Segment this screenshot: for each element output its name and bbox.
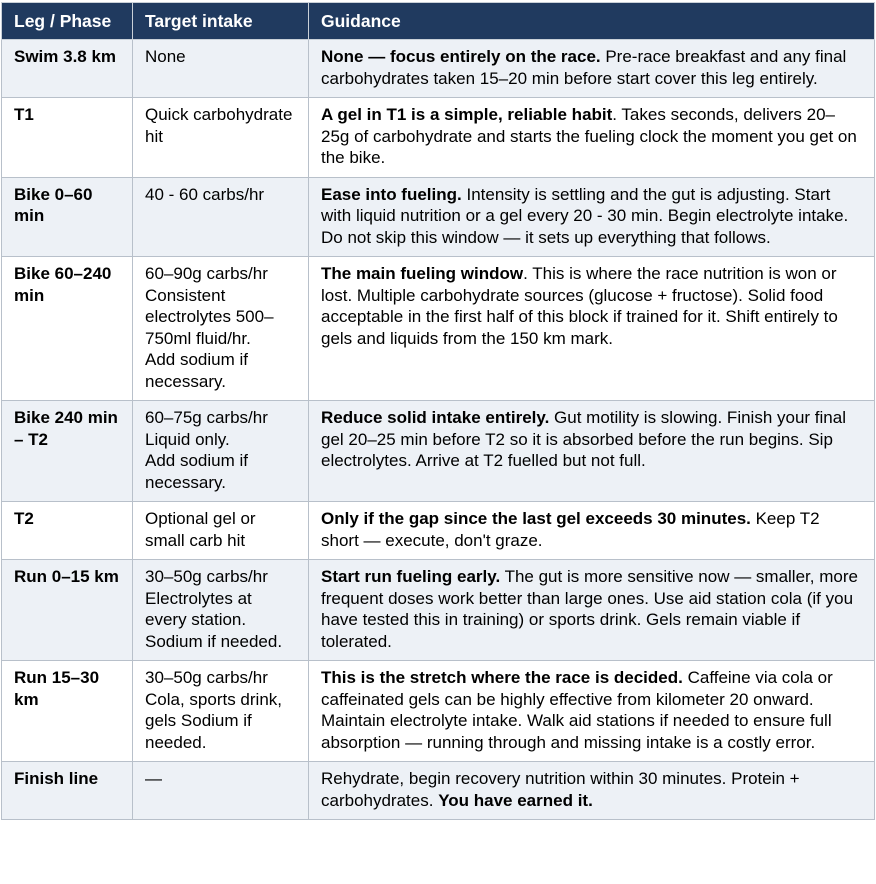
guidance-cell [309, 661, 875, 762]
table-row [2, 762, 875, 820]
intake-line: 60–90g carbs/hr [145, 264, 268, 283]
guidance-lead: Reduce solid intake entirely. [321, 408, 550, 427]
phase-cell: Bike 0–60 min [2, 177, 133, 257]
intake-cell [133, 40, 309, 98]
intake-line: Optional gel or small carb hit [145, 509, 256, 550]
guidance-cell [309, 502, 875, 560]
phase-cell: T1 [2, 98, 133, 178]
table-row [2, 40, 875, 98]
intake-cell [133, 502, 309, 560]
guidance-text: . Takes seconds, delivers 20–25g of carbohydrate and starts the fueling clock the moment you get on the bike. [321, 105, 857, 167]
guidance-text: Intensity is settling and the gut is adjusting. Start with liquid nutrition or a gel every 20 - 30 min. Begin electrolyte intake. Do not skip this window — it sets up everything that follows. [321, 184, 849, 247]
intake-cell [133, 762, 309, 820]
intake-cell [133, 401, 309, 502]
intake-line: Liquid only. [145, 429, 230, 449]
guidance-text: Rehydrate, begin recovery nutrition within 30 minutes. Protein + carbohydrates. [321, 769, 800, 810]
intake-line: Consistent electrolytes 500–750ml fluid/hr. [145, 285, 274, 348]
guidance-lead: Ease into fueling. [321, 184, 462, 204]
intake-line: Add sodium if necessary. [145, 350, 248, 391]
guidance-lead: This is the stretch where the race is decided. [321, 668, 683, 687]
header-guidance: Guidance [309, 3, 875, 40]
intake-cell [133, 560, 309, 661]
phase-cell: T2 [2, 502, 133, 560]
guidance-cell [309, 762, 875, 820]
intake-line: 30–50g carbs/hr [145, 567, 268, 586]
phase-cell: Bike 60–240 min [2, 257, 133, 401]
phase-cell: Bike 240 min – T2 [2, 401, 133, 502]
intake-line: 60–75g carbs/hr [145, 408, 268, 427]
guidance-tail: You have earned it. [438, 790, 593, 810]
guidance-cell [309, 40, 875, 98]
intake-line: Quick carbohydrate hit [145, 105, 293, 146]
guidance-lead: Start run fueling early. [321, 567, 501, 586]
phase-cell: Run 15–30 km [2, 661, 133, 762]
intake-cell [133, 257, 309, 401]
fueling-plan-table [1, 2, 875, 820]
guidance-lead: A gel in T1 is a simple, reliable habit [321, 105, 613, 124]
intake-cell [133, 98, 309, 178]
table-row [2, 560, 875, 661]
phase-cell: Swim 3.8 km [2, 40, 133, 98]
table-row [2, 98, 875, 178]
intake-line: 30–50g carbs/hr [145, 668, 268, 687]
guidance-text: Pre-race breakfast and any final carbohydrates taken 15–20 min before start cover this leg entirely. [321, 47, 847, 88]
header-target-intake: Target intake [133, 3, 309, 40]
intake-line: Add sodium if necessary. [145, 451, 248, 492]
intake-line: 40 - 60 carbs/hr [145, 184, 265, 204]
guidance-lead: None — focus entirely on the race. [321, 47, 601, 66]
guidance-text: Gut motility is slowing. Finish your final gel 20–25 min before T2 so it is absorbed before the run begins. Sip electrolytes. Arrive at T2 fuelled but not full. [321, 408, 846, 470]
table-row [2, 401, 875, 502]
phase-cell: Finish line [2, 762, 133, 820]
intake-line: Cola, sports drink, gels Sodium if needed. [145, 689, 282, 752]
guidance-cell [309, 257, 875, 401]
header-row [2, 3, 875, 40]
guidance-cell [309, 98, 875, 178]
header-leg-phase: Leg / Phase [2, 3, 133, 40]
table-row [2, 661, 875, 762]
intake-line: Electrolytes at every station. [145, 588, 252, 629]
intake-cell [133, 177, 309, 257]
intake-line: None [145, 47, 186, 66]
guidance-text: . This is where the race nutrition is won or lost. Multiple carbohydrate sources (glucose + fructose). Solid food acceptable in the first half of this block if trained for it. Shift entirely to gels and liquids from the 150 km mark. [321, 264, 838, 348]
phase-cell: Run 0–15 km [2, 560, 133, 661]
guidance-cell [309, 560, 875, 661]
intake-line: Sodium if needed. [145, 631, 283, 651]
guidance-text: Keep T2 short — execute, don't graze. [321, 509, 820, 550]
guidance-cell [309, 177, 875, 257]
intake-line: — [145, 769, 162, 788]
guidance-text: Caffeine via cola or caffeinated gels can be highly effective from kilometer 20 onward. Maintain electrolyte intake. Walk aid stations if needed to ensure full absorption — running through and missing intake is a costly error. [321, 668, 833, 752]
table-row [2, 177, 875, 257]
table-row [2, 257, 875, 401]
intake-cell [133, 661, 309, 762]
guidance-text: The gut is more sensitive now — smaller, more frequent doses work better than large ones. Use aid station cola (if you have tested this in training) or sports drink. Gels remain viable if tolerated. [321, 567, 858, 651]
table-row [2, 502, 875, 560]
guidance-lead: The main fueling window [321, 264, 524, 283]
guidance-cell [309, 401, 875, 502]
guidance-lead: Only if the gap since the last gel exceeds 30 minutes. [321, 509, 751, 528]
